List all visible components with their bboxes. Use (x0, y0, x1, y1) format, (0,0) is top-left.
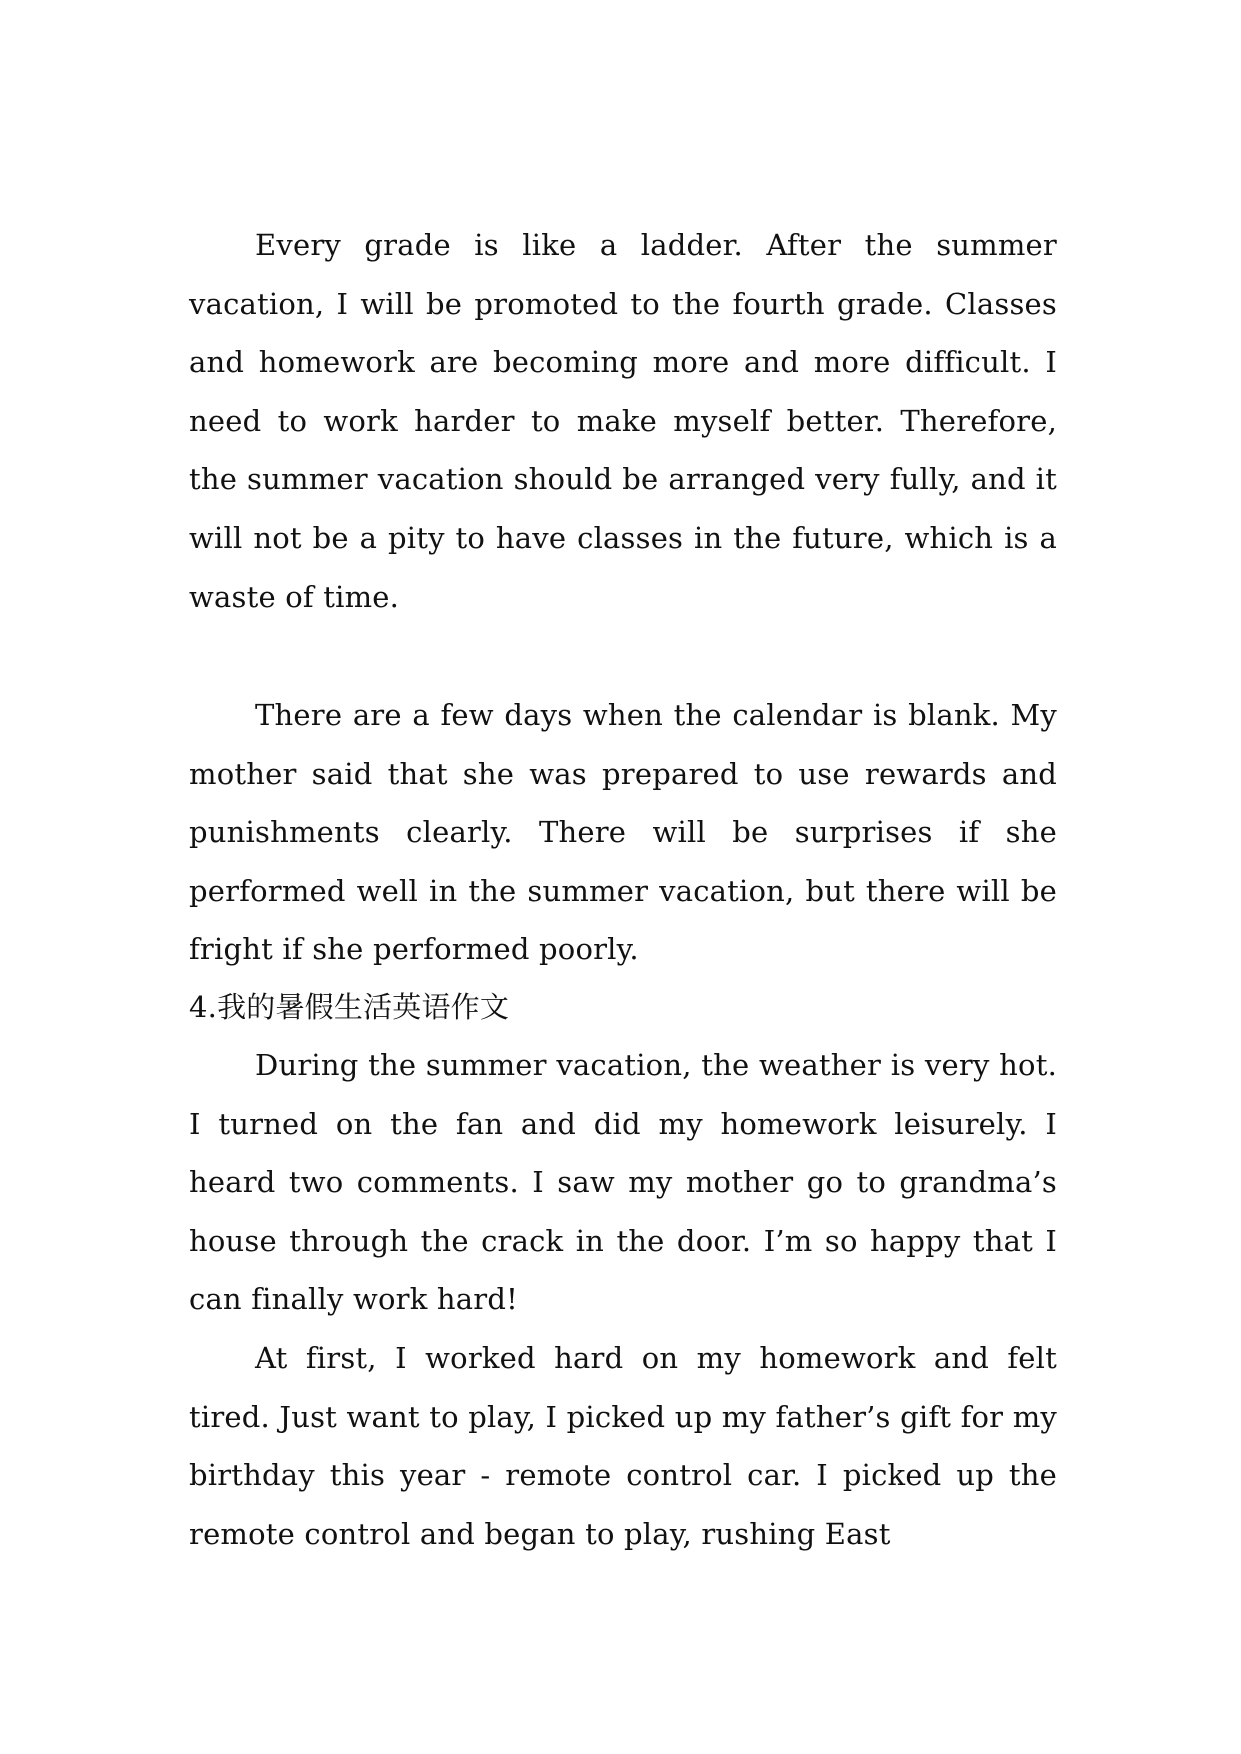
paragraph-remote-control-car: At first, I worked hard on my homework and felt tired. Just want to play, I picked up my father’s gift for my birthday this year - remote control car. I picked up the remote control and began to play, rushing East (189, 1341, 1057, 1551)
paragraph-hot-weather: During the summer vacation, the weather is very hot. I turned on the fan and did my homework leisurely. I heard two comments. I saw my mother go to grandma’s house through the crack in the door. I’m so happy that I can finally work hard! (189, 1048, 1057, 1317)
section-heading: 4.我的暑假生活英语作文 (189, 990, 510, 1024)
paragraph-calendar: There are a few days when the calendar is blank. My mother said that she was prepared to use rewards and punishments clearly. There will be surprises if she performed well in the summer vacation, but there will be fright if she performed poorly. (189, 698, 1057, 967)
paragraph-ladder: Every grade is like a ladder. After the summer vacation, I will be promoted to the fourth grade. Classes and homework are becoming more and more difficult. I need to work harder to make myself better. Therefore, the summer vacation should be arranged very fully, and it will not be a pity to have classes in the future, which is a waste of time. (189, 228, 1057, 614)
